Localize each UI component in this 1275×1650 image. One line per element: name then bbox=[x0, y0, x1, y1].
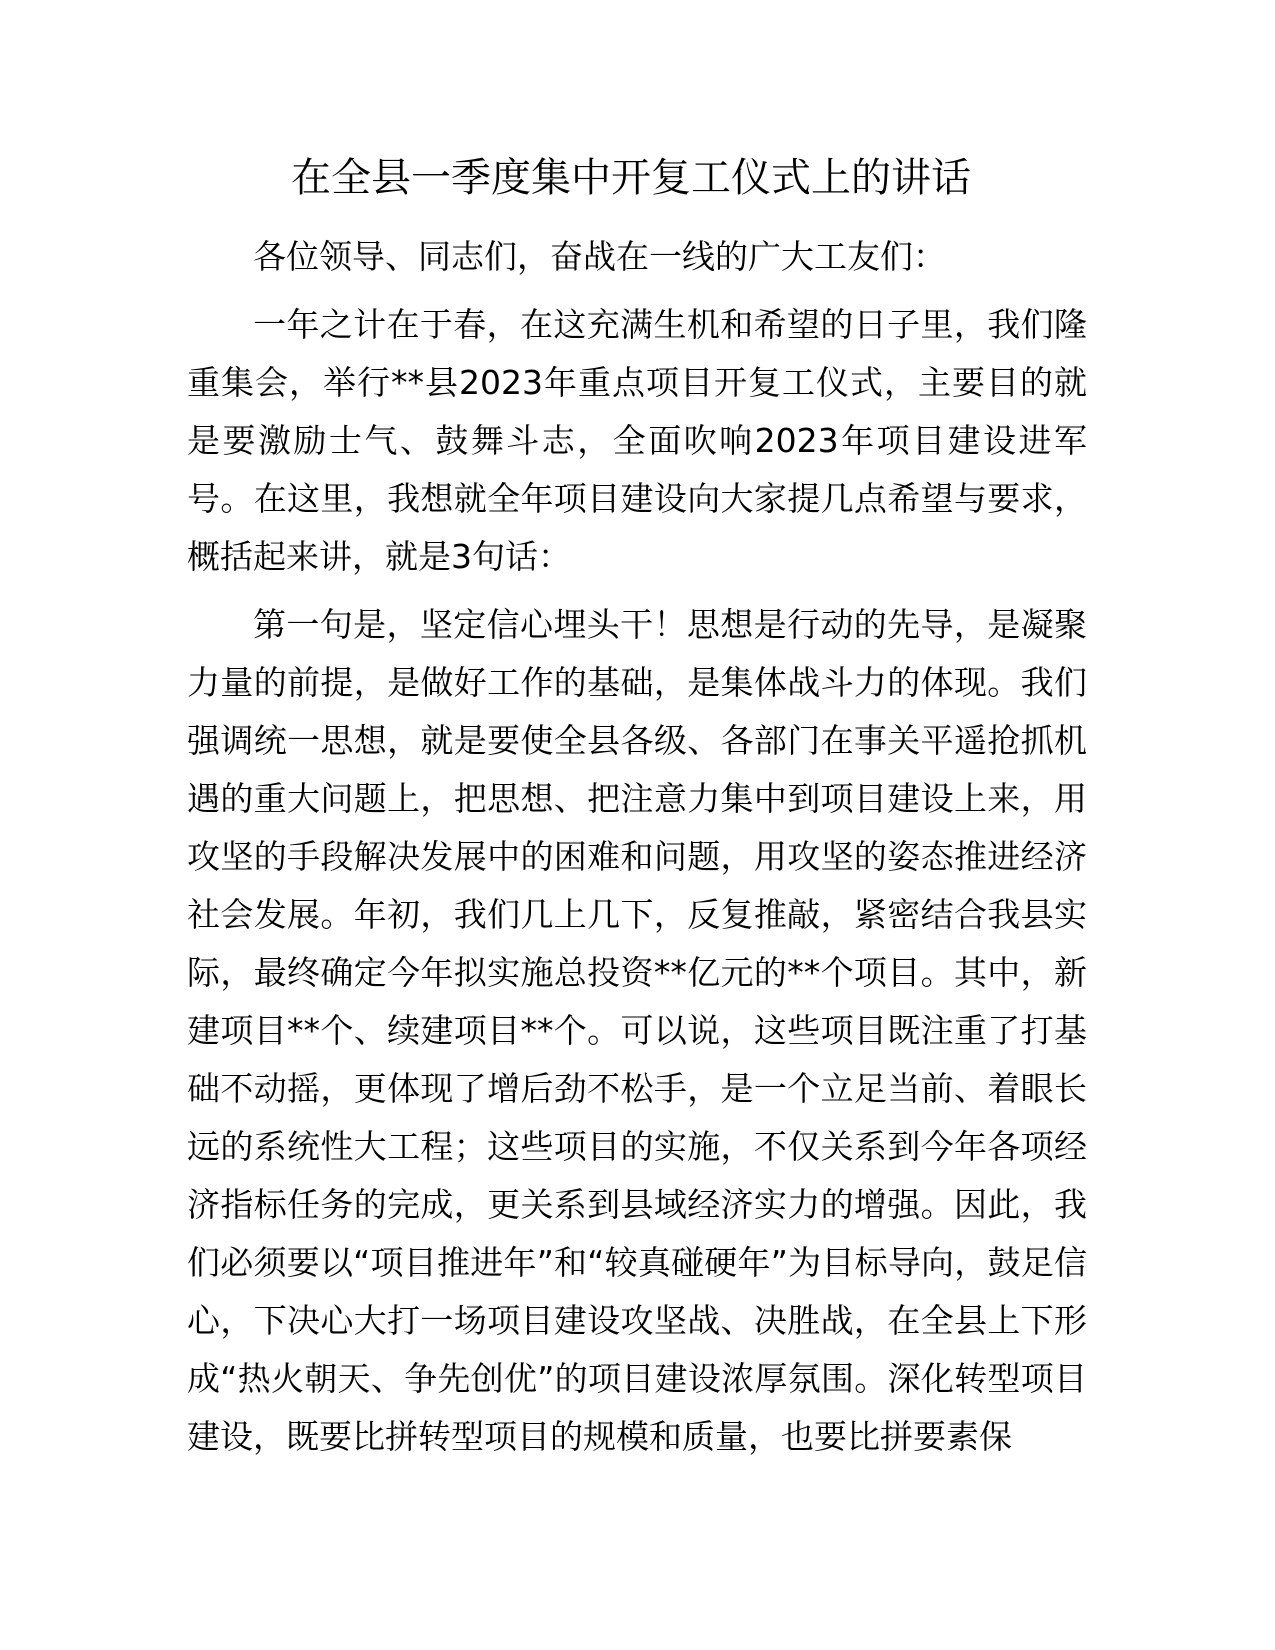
document-title: 在全县一季度集中开复工仪式上的讲话 bbox=[291, 155, 971, 201]
paragraph-1: 一年之计在于春，在这充满生机和希望的日子里，我们隆重集会，举行**县2023年重点项目开复工仪式，主要目的就是要激励士气、鼓舞斗志，全面吹响2023年项目建设进军号。在这里，我想就全年项目建设向大家提几点希望与要求，概括起来讲，就是3句话： bbox=[187, 305, 1087, 576]
salutation: 各位领导、同志们，奋战在一线的广大工友们： bbox=[253, 237, 946, 276]
document-body bbox=[187, 228, 1087, 1476]
paragraph-2: 第一句是，坚定信心埋头干！思想是行动的先导，是凝聚力量的前提，是做好工作的基础，是集体战斗力的体现。我们强调统一思想，就是要使全县各级、各部门在事关平遥抢抓机遇的重大问题上，把思想、把注意力集中到项目建设上来，用攻坚的手段解决发展中的困难和问题，用攻坚的姿态推进经济社会发展。年初，我们几上几下，反复推敲，紧密结合我县实际，最终确定今年拟实施总投资**亿元的**个项目。其中，新建项目**个、续建项目**个。可以说，这些项目既注重了打基础不动摇，更体现了增后劲不松手，是一个立足当前、着眼长远的系统性大工程；这些项目的实施，不仅关系到今年各项经济指标任务的完成，更关系到县域经济实力的增强。因此，我们必须要以“项目推进年”和“较真碰硬年”为目标导向，鼓足信心，下决心大打一场项目建设攻坚战、决胜战，在全县上下形成“热火朝天、争先创优”的项目建设浓厚氛围。深化转型项目建设，既要比拼转型项目的规模和质量，也要比拼要素保 bbox=[187, 605, 1087, 1456]
